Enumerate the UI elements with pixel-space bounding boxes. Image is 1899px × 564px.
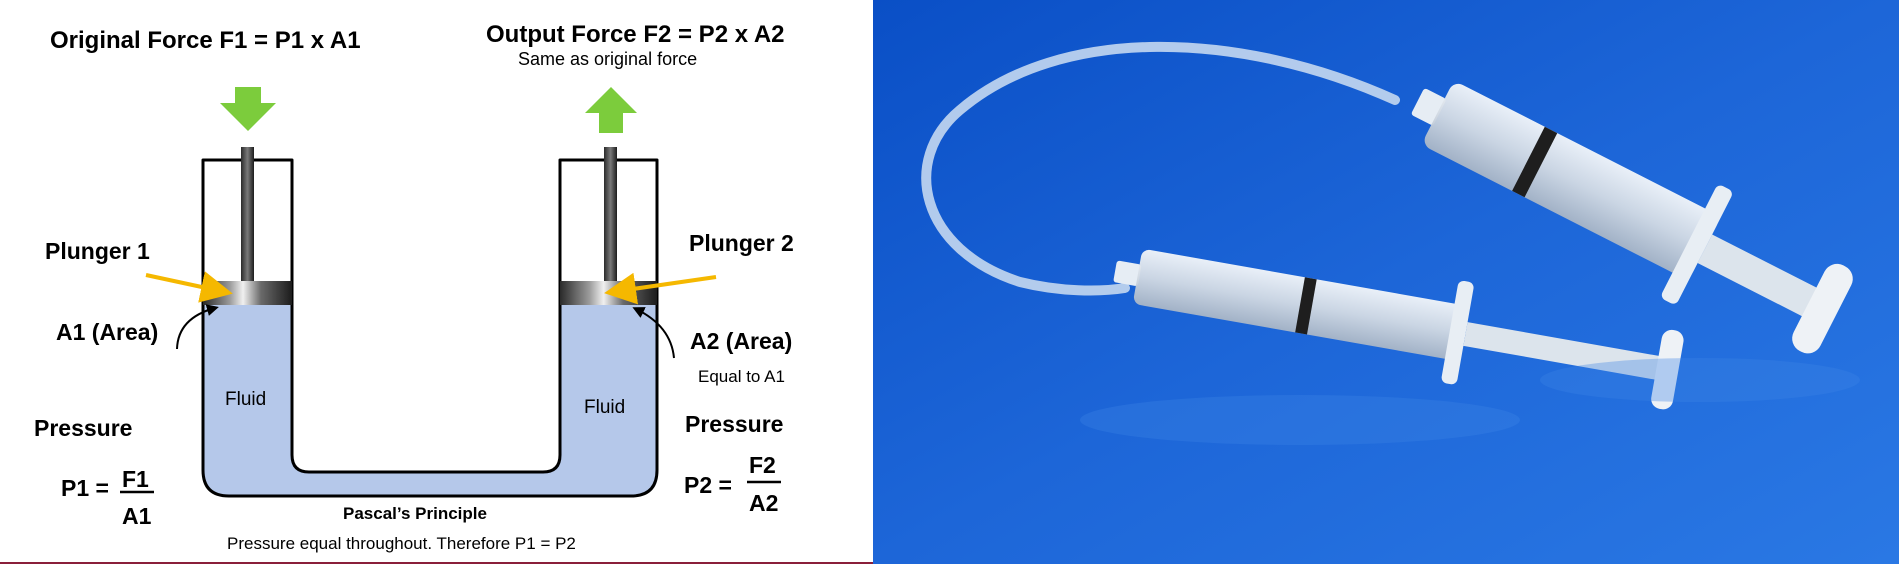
down-arrow-icon <box>220 87 276 131</box>
output-force-note: Same as original force <box>518 49 698 69</box>
output-force-label: Output Force F2 = P2 x A2 <box>486 21 785 48</box>
plunger-1-label: Plunger 1 <box>45 238 150 264</box>
hydraulic-diagram <box>34 21 794 553</box>
fluid-right-label: Fluid <box>584 397 626 418</box>
pressure-right-label: Pressure <box>685 411 784 437</box>
plunger-2-label: Plunger 2 <box>689 230 794 256</box>
original-force-label: Original Force F1 = P1 x A1 <box>50 27 361 54</box>
area-2-label: A2 (Area) <box>690 328 793 354</box>
up-arrow-icon <box>585 87 637 133</box>
plunger-2-rod <box>604 147 617 281</box>
reflection <box>1080 395 1520 445</box>
p1-label: P1 = <box>61 475 109 501</box>
reflection <box>1540 358 1860 402</box>
fluid-left-label: Fluid <box>225 389 267 410</box>
plunger-2-head <box>560 281 657 305</box>
area-1-label: A1 (Area) <box>56 319 159 345</box>
pressure-left-label: Pressure <box>34 415 133 441</box>
syringe-photo <box>873 0 1899 564</box>
principle-text: Pressure equal throughout. Therefore P1 = P2 <box>227 534 576 553</box>
p2-numerator: F2 <box>749 452 776 478</box>
principle-title: Pascal’s Principle <box>343 504 487 523</box>
plunger-1-rod <box>241 147 254 281</box>
p2-denominator: A2 <box>749 490 779 516</box>
p1-numerator: F1 <box>122 466 149 492</box>
area-2-note: Equal to A1 <box>698 367 785 386</box>
p1-denominator: A1 <box>122 503 152 529</box>
p2-label: P2 = <box>684 472 732 498</box>
plunger-1-head <box>203 281 292 305</box>
